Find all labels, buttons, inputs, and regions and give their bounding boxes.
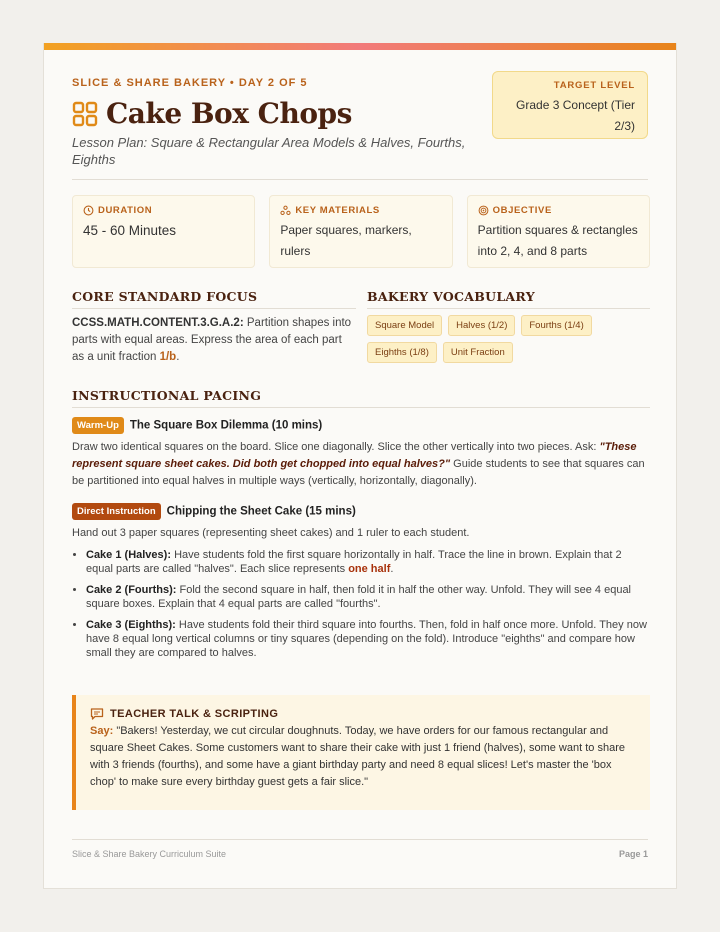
target-level-label: TARGET LEVEL [553,80,635,91]
teacher-talk-text [90,723,636,791]
list-item [86,583,650,611]
teacher-talk-label-row [90,707,636,721]
standard-end: . [176,351,180,363]
objective-label-row [478,205,639,216]
list-item [86,618,650,660]
teacher-talk-box [72,695,650,810]
clock-icon [83,205,94,216]
script-text: "Bakers! Yesterday, we cut circular doughnuts. Today, we have orders for our famous rectangular and square Sheet Cakes. Some customers want to share their cake with just 1 friend (halves), some want to share with 3 friends (fourths), and some have a giant birthday party and need 8 equal slices! Let's master the 'box chop' to make sure every birthday guest gets a fair slice." [90,725,625,788]
item-text: Fold the second square in half, then fold it in half the other way. Unfold. They will see 4 equal square boxes. Explain that 4 equal parts are called "fourths". [86,584,632,610]
vocab-chip: Fourths (1/4) [521,315,591,336]
unit-fraction: 1/b [159,351,177,363]
duration-label-row [83,205,244,216]
direct-head [72,503,650,520]
lesson-page [43,43,677,889]
vocab-chip: Unit Fraction [443,342,513,363]
direct-block [72,503,650,667]
header-divider [72,179,648,180]
vocab-heading: BAKERY VOCABULARY [367,289,535,304]
direct-list [72,548,650,660]
pacing-heading: INSTRUCTIONAL PACING [72,388,262,403]
target-level-box [492,71,648,139]
item-label: Cake 1 (Halves): [86,549,171,561]
title-row [72,97,472,130]
footer [72,849,648,859]
direct-title: Chipping the Sheet Cake (15 mins) [166,505,356,518]
chat-icon [90,707,104,721]
objective-label: OBJECTIVE [492,205,552,216]
item-label: Cake 3 (Eighths): [86,619,176,631]
vocab-chip: Square Model [367,315,442,336]
warmup-title: The Square Box Dilemma (10 mins) [129,419,323,432]
target-icon [478,205,489,216]
vocab-rule [367,308,650,309]
warmup-text-2: Guide students to see that squares can be partitioned into equal halves in multiple ways (vertically, horizontally, diagonally). [72,458,645,487]
item-highlight: one half [348,563,391,575]
direct-tag: Direct Instruction [72,503,161,520]
standard-code: CCSS.MATH.CONTENT.3.G.A.2: [72,317,244,329]
list-item [86,548,650,576]
warmup-text [72,439,650,490]
item-text: Have students fold the first square horizontally in half. Trace the line in brown. Explain that 2 equal parts are called "halves". Each slice represents [86,549,622,575]
vocab-chip: Halves (1/2) [448,315,515,336]
item-end: . [390,563,394,575]
pacing-rule [72,407,650,408]
summary-cards [72,195,650,268]
warmup-tag: Warm-Up [72,417,124,434]
standard-body: Partition shapes into parts with equal areas. Express the area of each part as a unit fraction [72,317,352,363]
materials-label: KEY MATERIALS [295,205,380,216]
target-level-value: Grade 3 Concept (Tier 2/3) [516,98,635,133]
materials-icon [280,205,291,216]
materials-value: Paper squares, markers, rulers [280,223,412,258]
item-label: Cake 2 (Fourths): [86,584,177,596]
warmup-block [72,417,650,490]
vocab-chip: Eighths (1/8) [367,342,437,363]
footer-divider [72,839,648,840]
objective-value: Partition squares & rectangles into 2, 4, and 8 parts [477,223,638,258]
grid-icon [72,101,98,127]
warmup-quote: "These represent square sheet cakes. Did both get chopped into equal halves?" [72,441,637,470]
objective-card [467,195,650,268]
warmup-head [72,417,650,434]
vocab-list [367,315,627,363]
gradient-top-bar [44,43,676,50]
standard-heading: CORE STANDARD FOCUS [72,289,258,304]
standard-rule [72,308,356,309]
warmup-text-1: Draw two identical squares on the board. Slice one diagonally. Slice the other vertically into two pieces. Ask: [72,441,597,453]
teacher-talk-label: TEACHER TALK & SCRIPTING [110,708,279,720]
item-text: Have students fold their third square into fourths. Then, fold in half once more. Unfold. They now have 8 equal long vertical columns or tiny squares (depending on the fold). Introduce "eighths" and compare how small they are compared to halves. [86,619,647,659]
page-subtitle: Lesson Plan: Square & Rectangular Area Models & Halves, Fourths, Eighths [72,135,466,167]
materials-label-row [280,205,441,216]
duration-label: DURATION [98,205,153,216]
footer-title: Slice & Share Bakery Curriculum Suite [72,849,227,859]
standard-text [72,315,356,366]
duration-value: 45 - 60 Minutes [83,223,177,238]
materials-card [269,195,452,268]
page-number: Page 1 [618,849,648,859]
header [72,77,472,168]
duration-card [72,195,255,268]
direct-intro: Hand out 3 paper squares (representing sheet cakes) and 1 ruler to each student. [72,527,470,539]
say-label: Say: [90,725,114,737]
eyebrow: SLICE & SHARE BAKERY • DAY 2 OF 5 [72,77,308,89]
page-title: Cake Box Chops [106,97,352,130]
